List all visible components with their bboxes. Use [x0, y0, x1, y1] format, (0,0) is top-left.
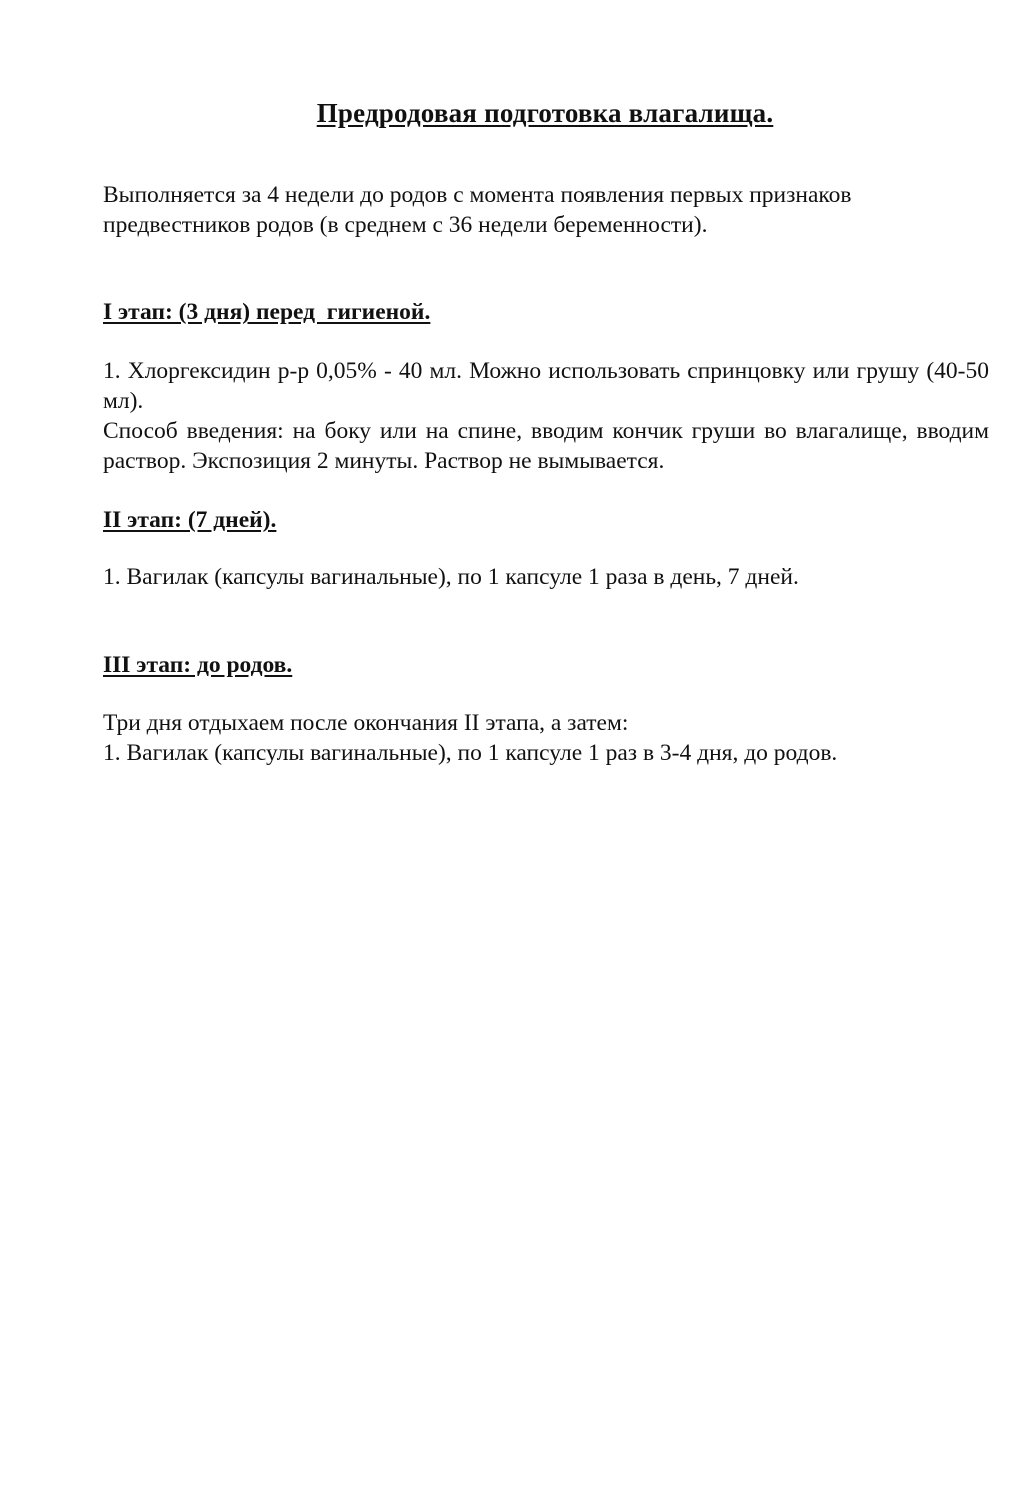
stage-3-body [103, 708, 989, 768]
stage-1-line-2: Способ введения: на боку или на спине, вводим кончик груши во влагалище, вводим раствор. Экспозиция 2 минуты. Раствор не вымывается. [103, 418, 989, 474]
stage-3-line-1: Три дня отдыхаем после окончания II этапа, а затем: [103, 710, 629, 736]
stage-2-line-1: 1. Вагилак (капсулы вагинальные), по 1 капсуле 1 раза в день, 7 дней. [103, 564, 799, 590]
intro-text: Выполняется за 4 недели до родов с момента появления первых признаков предвестников родов (в среднем с 36 недели беременности). [103, 182, 852, 238]
stage-1-body [103, 356, 989, 476]
stage-2-body [103, 562, 989, 592]
stage-1-line-1: 1. Хлоргексидин р-р 0,05% - 40 мл. Можно использовать спринцовку или грушу (40-50 мл). [103, 358, 989, 414]
document-title: Предродовая подготовка влагалища. [316, 98, 774, 128]
intro-paragraph [103, 180, 989, 240]
stage-1-heading: I этап: (3 дня) перед гигиеной. [103, 299, 431, 325]
stage-3-heading: III этап: до родов. [103, 652, 293, 678]
stage-2-heading: II этап: (7 дней). [103, 507, 277, 533]
stage-3-line-2: 1. Вагилак (капсулы вагинальные), по 1 капсуле 1 раз в 3-4 дня, до родов. [103, 740, 838, 766]
